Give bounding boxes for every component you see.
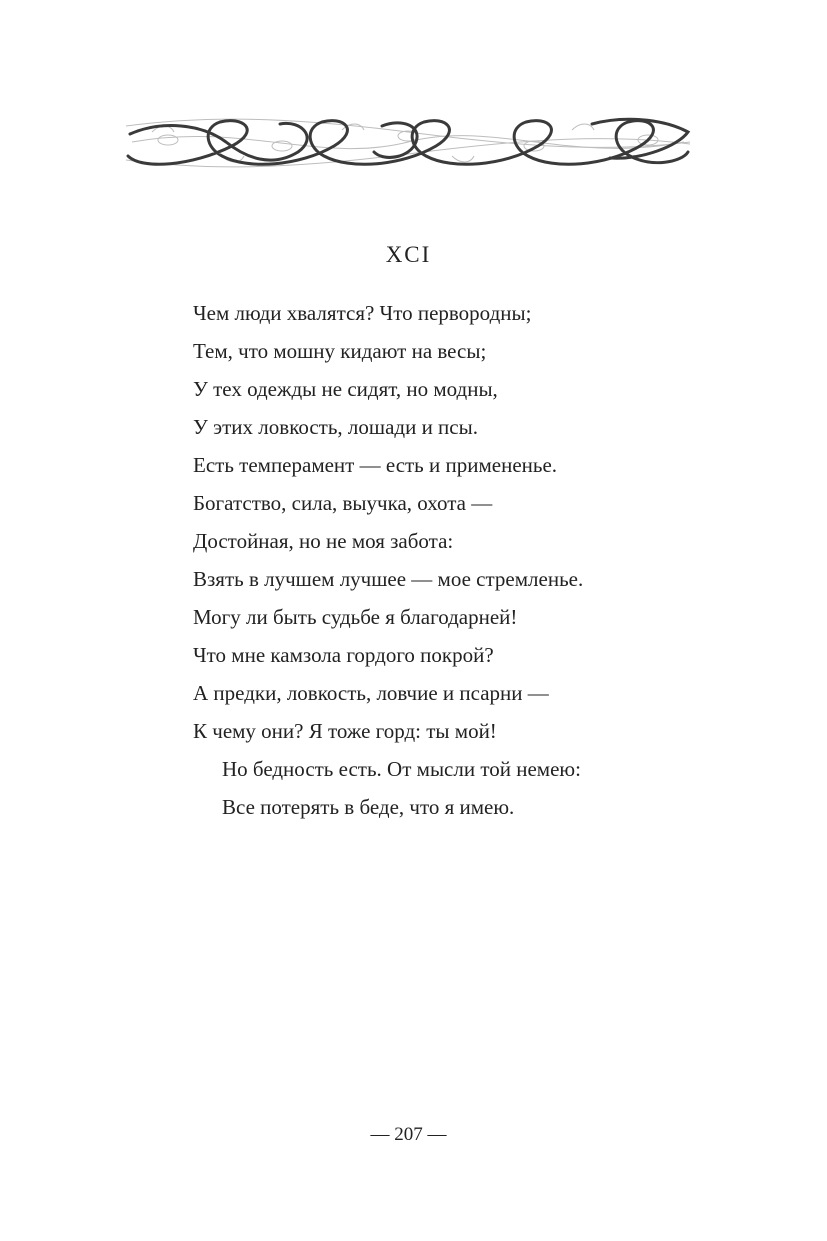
poem-line: А предки, ловкость, ловчие и псарни — (193, 681, 549, 705)
poem-line: Что мне камзола гордого покрой? (193, 643, 494, 667)
poem-body (193, 294, 753, 826)
poem-line: Взять в лучшем лучшее — мое стремленье. (193, 567, 584, 591)
poem-line: Могу ли быть судьбе я благодарней! (193, 605, 518, 629)
page-number: — 207 — (370, 1124, 447, 1145)
poem-line: У тех одежды не сидят, но модны, (193, 377, 498, 401)
couplet-line: Но бедность есть. От мысли той немею: (222, 757, 581, 781)
poem-line: Достойная, но не моя забота: (193, 529, 454, 553)
poem-line: У этих ловкость, лошади и псы. (193, 415, 478, 439)
decorative-loop-ornament-icon (122, 112, 694, 174)
couplet-line: Все потерять в беде, что я имею. (222, 795, 515, 819)
poem-line: Богатство, сила, выучка, охота — (193, 491, 493, 515)
poem-line: Есть темперамент — есть и примененье. (193, 453, 558, 477)
poem-line: Чем люди хвалятся? Что первородны; (193, 301, 532, 325)
poem-line: Тем, что мошну кидают на весы; (193, 339, 487, 363)
sonnet-title: XCI (385, 242, 432, 267)
poem-line: К чему они? Я тоже горд: ты мой! (193, 719, 497, 743)
